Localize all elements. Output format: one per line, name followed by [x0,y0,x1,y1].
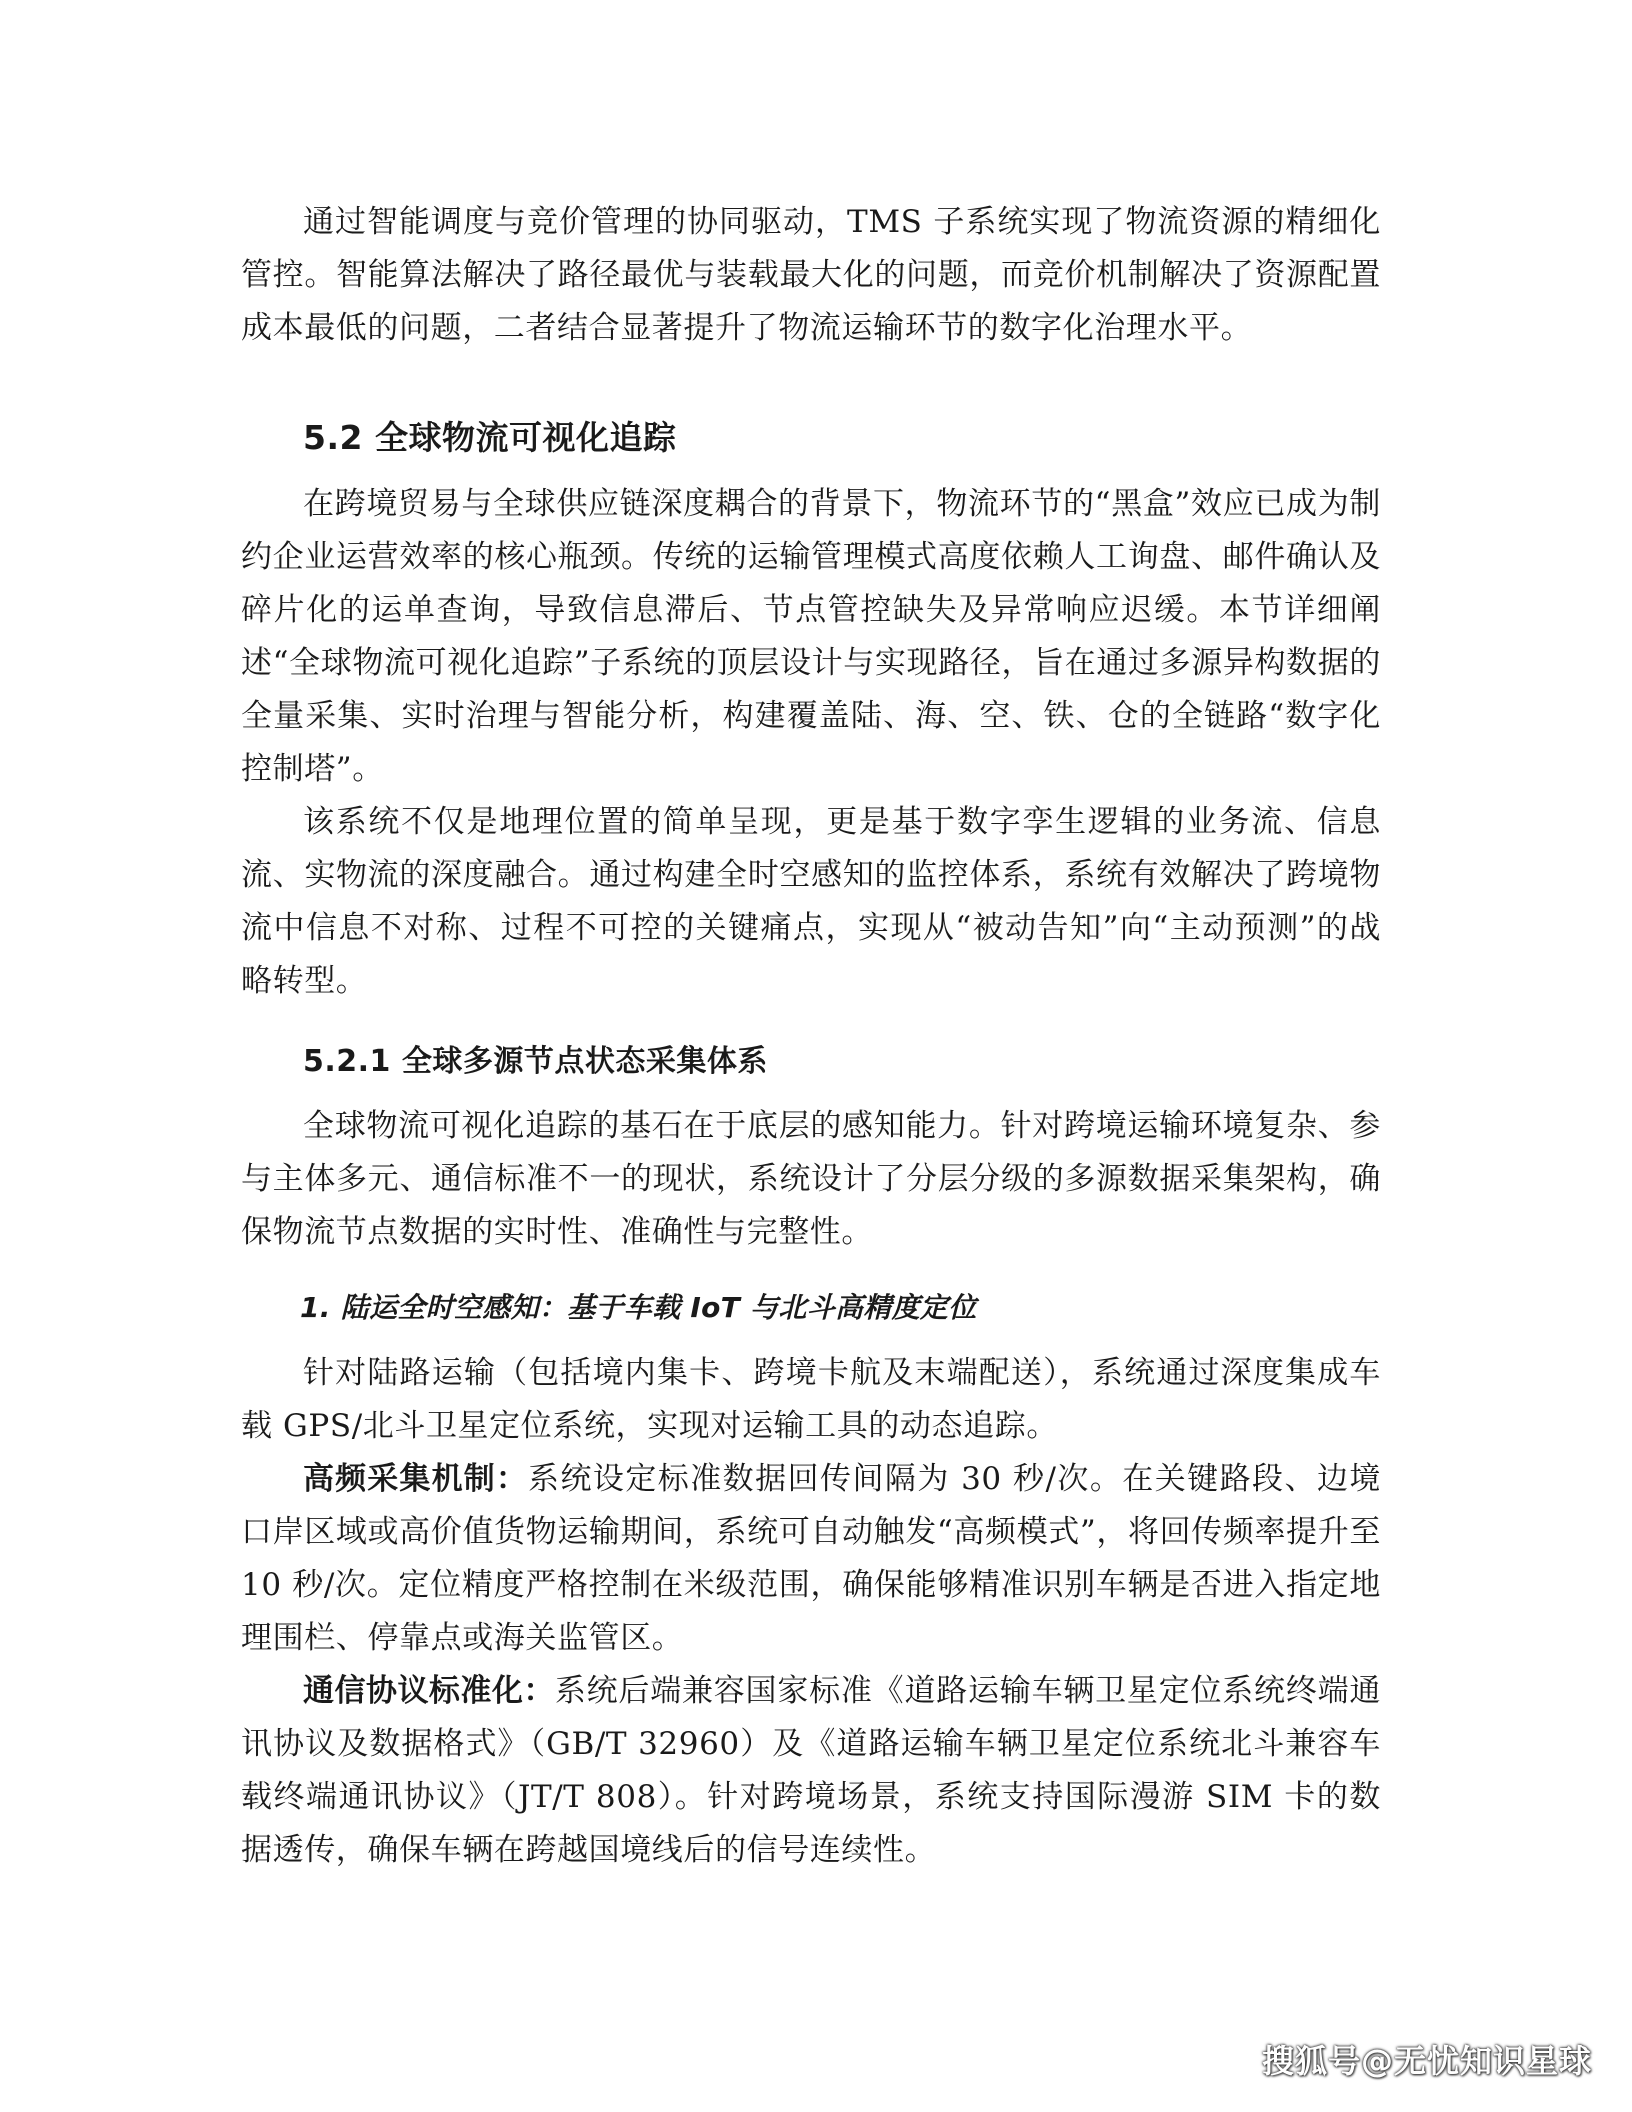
section-heading-5-2-1: 5.2.1 全球多源节点状态采集体系 [303,1044,768,1079]
protocol-text: 系统后端兼容国家标准《道路运输车辆卫星定位系统终端通讯协议及数据格式》（GB/T 32960）及《道路运输车辆卫星定位系统北斗兼容车载终端通讯协议》（JT/T 808）。针对跨境场景，系统支持国际漫游 SIM 卡的数据透传，确保车辆在跨越国境线后的信号连续性。 [241,1673,1381,1868]
document-body [241,196,1381,1877]
watermark: 搜狐号@无忧知识星球 [1261,2042,1592,2080]
intro-paragraph: 通过智能调度与竞价管理的协同驱动，TMS 子系统实现了物流资源的精细化管控。智能算法解决了路径最优与装载最大化的问题，而竞价机制解决了资源配置成本最低的问题，二者结合显著提升了物流运输环节的数字化治理水平。 [241,204,1381,346]
high-frequency-paragraph [241,1453,1381,1665]
high-frequency-label: 高频采集机制： [303,1461,529,1497]
protocol-label: 通信协议标准化： [303,1673,555,1709]
land-transport-paragraph: 针对陆路运输（包括境内集卡、跨境卡航及末端配送），系统通过深度集成车载 GPS/北斗卫星定位系统，实现对运输工具的动态追踪。 [241,1355,1381,1444]
subsection-heading-land-transport: 1. 陆运全时空感知：基于车载 IoT 与北斗高精度定位 [300,1291,977,1324]
section-5-2-paragraph-1: 在跨境贸易与全球供应链深度耦合的背景下，物流环节的“黑盒”效应已成为制约企业运营效率的核心瓶颈。传统的运输管理模式高度依赖人工询盘、邮件确认及碎片化的运单查询，导致信息滞后、节点管控缺失及异常响应迟缓。本节详细阐述“全球物流可视化追踪”子系统的顶层设计与实现路径，旨在通过多源异构数据的全量采集、实时治理与智能分析，构建覆盖陆、海、空、铁、仓的全链路“数字化控制塔”。 [241,486,1381,787]
section-5-2-1-paragraph: 全球物流可视化追踪的基石在于底层的感知能力。针对跨境运输环境复杂、参与主体多元、通信标准不一的现状，系统设计了分层分级的多源数据采集架构，确保物流节点数据的实时性、准确性与完整性。 [241,1108,1381,1250]
high-frequency-text: 系统设定标准数据回传间隔为 30 秒/次。在关键路段、边境口岸区域或高价值货物运输期间，系统可自动触发“高频模式”，将回传频率提升至 10 秒/次。定位精度严格控制在米级范围，确保能够精准识别车辆是否进入指定地理围栏、停靠点或海关监管区。 [241,1461,1381,1656]
section-heading-5-2: 5.2 全球物流可视化追踪 [303,418,677,457]
protocol-paragraph [241,1665,1381,1877]
section-5-2-paragraph-2: 该系统不仅是地理位置的简单呈现，更是基于数字孪生逻辑的业务流、信息流、实物流的深度融合。通过构建全时空感知的监控体系，系统有效解决了跨境物流中信息不对称、过程不可控的关键痛点，实现从“被动告知”向“主动预测”的战略转型。 [241,804,1381,999]
